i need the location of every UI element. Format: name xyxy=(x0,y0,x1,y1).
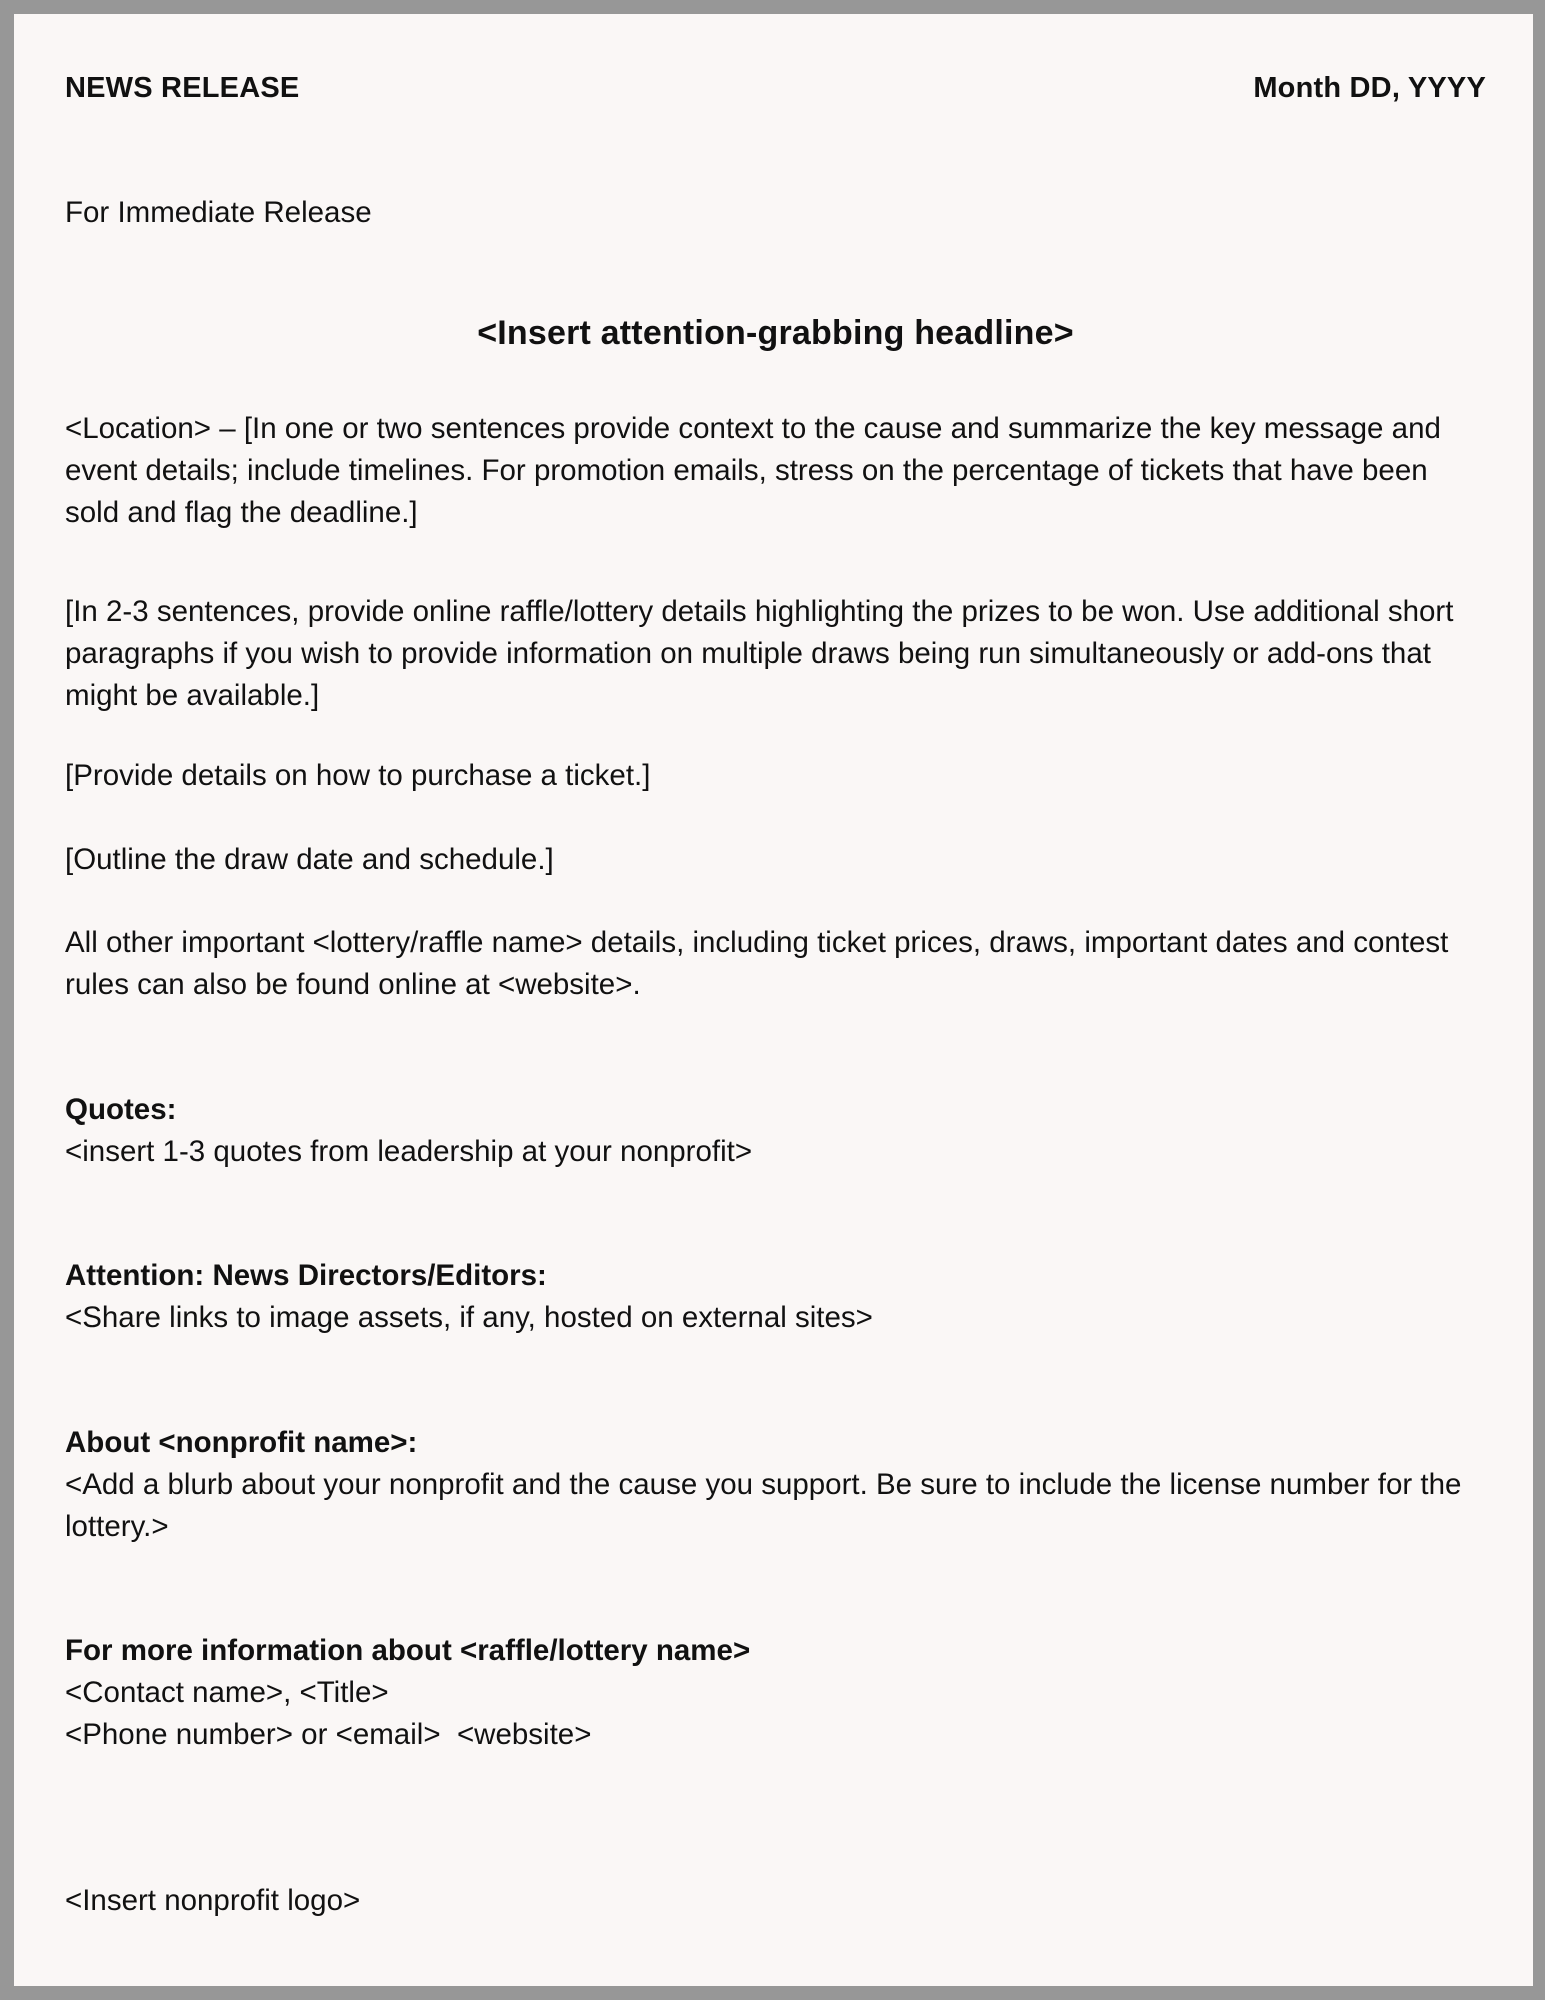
contact-section xyxy=(65,1630,1486,1756)
lead-paragraph xyxy=(65,408,1486,534)
quotes-text: <insert 1-3 quotes from leadership at your nonprofit> xyxy=(65,1135,753,1168)
quotes-heading: Quotes: xyxy=(65,1093,177,1126)
logo-placeholder: <Insert nonprofit logo> xyxy=(65,1884,361,1917)
about-text: <Add a blurb about your nonprofit and the cause you support. Be sure to include the license number for the lottery.> xyxy=(65,1468,1462,1543)
release-note: For Immediate Release xyxy=(65,196,372,229)
purchase-paragraph: [Provide details on how to purchase a ticket.] xyxy=(65,759,651,792)
details-paragraph: [In 2-3 sentences, provide online raffle/lottery details highlighting the prizes to be won. Use additional short paragraphs if you wish to provide information on multiple draws being run simultaneously or add-ons that might be available.] xyxy=(65,595,1454,712)
contact-line-phone: <Phone number> or <email> <website> xyxy=(65,1718,592,1751)
attention-section xyxy=(65,1255,1486,1339)
quotes-section xyxy=(65,1089,1486,1173)
headline: <Insert attention-grabbing headline> xyxy=(477,314,1074,352)
lead-dash: – xyxy=(211,412,244,445)
other-details-paragraph: All other important <lottery/raffle name> details, including ticket prices, draws, important dates and contest rules can also be found online at <website>. xyxy=(65,926,1449,1001)
lead-location: <Location> xyxy=(65,412,211,445)
about-heading: About <nonprofit name>: xyxy=(65,1426,418,1459)
lead-text: [In one or two sentences provide context to the cause and summarize the key message and event details; include timelines. For promotion emails, stress on the percentage of tickets that have been sold and flag the deadline.] xyxy=(65,412,1441,529)
header-row xyxy=(65,72,1486,108)
document-page xyxy=(14,14,1533,1986)
contact-line-name: <Contact name>, <Title> xyxy=(65,1676,389,1709)
about-section xyxy=(65,1422,1486,1548)
attention-text: <Share links to image assets, if any, hosted on external sites> xyxy=(65,1301,873,1334)
news-release-label: NEWS RELEASE xyxy=(65,72,300,104)
release-date: Month DD, YYYY xyxy=(1253,72,1486,104)
contact-heading: For more information about <raffle/lottery name> xyxy=(65,1634,751,1667)
attention-heading: Attention: News Directors/Editors: xyxy=(65,1259,547,1292)
draw-paragraph: [Outline the draw date and schedule.] xyxy=(65,843,554,876)
